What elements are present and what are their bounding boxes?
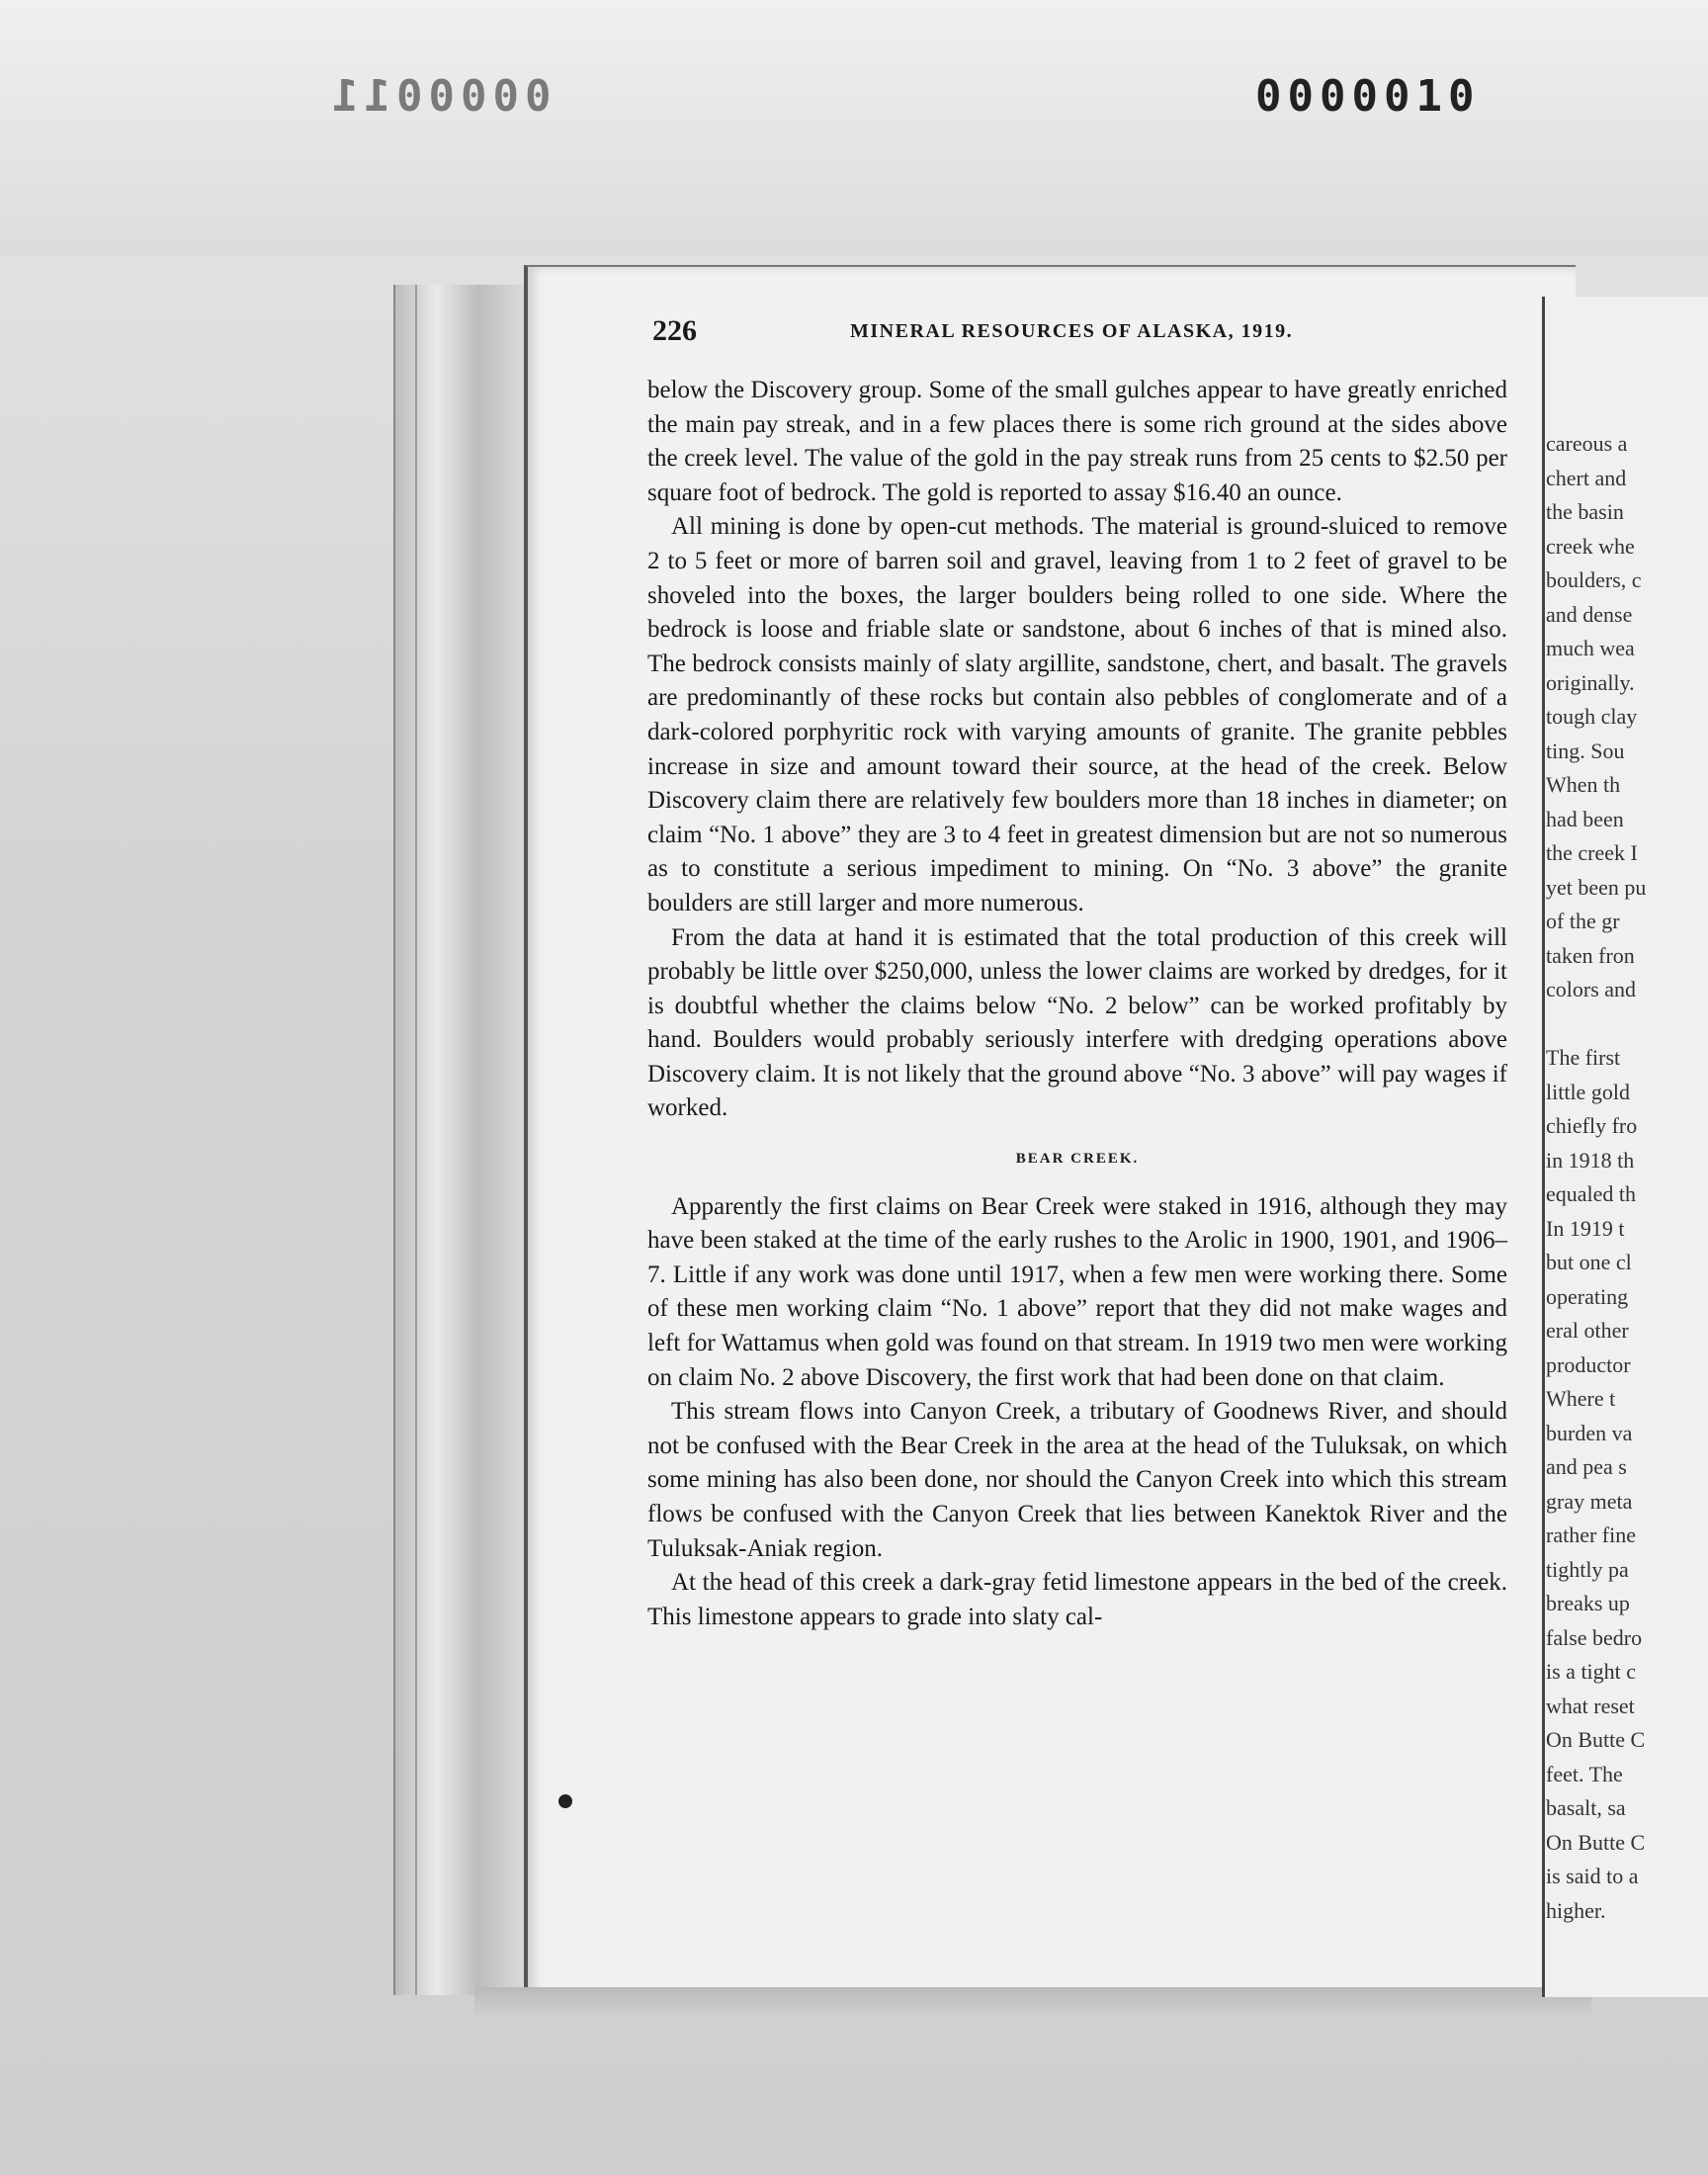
facing-page-line: but one cl (1546, 1250, 1632, 1274)
facing-page-line: and dense (1546, 601, 1633, 627)
facing-page-line: rather fine (1546, 1522, 1636, 1547)
facing-page-line: of the gr (1546, 909, 1620, 933)
paragraph: From the data at hand it is estimated that the total production of this creek will probably be little over $250,000, unless the lower claims are worked by dredges, for it is doubtful whether the claims below “No. 2 below” can be worked profitably by hand. Boulders would probably seriously interfere with dredging operations above Discovery claim. It is not likely that the ground above “No. 3 above” will pay wages if worked. (647, 923, 1507, 1122)
facing-page-line: the creek I (1546, 840, 1638, 865)
facing-page-line: equaled th (1546, 1181, 1637, 1206)
page-stamp: 0000010 (1255, 71, 1481, 122)
facing-page-line: higher. (1546, 1897, 1606, 1923)
facing-page-line: When th (1546, 772, 1621, 797)
facing-page-line: false bedro (1546, 1624, 1643, 1650)
page-header (652, 314, 1512, 354)
paragraph: At the head of this creek a dark-gray fetid limestone appears in the bed of the creek. This limestone appears to grade into slaty cal- (647, 1569, 1507, 1630)
binding-hole (558, 1794, 572, 1808)
facing-page-line: creek whe (1546, 533, 1635, 559)
facing-page-line: tough clay (1546, 704, 1638, 729)
facing-page-line: little gold (1546, 1079, 1630, 1104)
facing-page-line: eral other (1546, 1318, 1629, 1343)
facing-page-line: productor (1546, 1351, 1631, 1377)
paragraph: Apparently the first claims on Bear Creek were staked in 1916, although they may have been staked at the time of the early rushes to the Arolic in 1900, 1901, and 1906–7. Little if any work was done until 1917, when a few men were working there. Some of these men working claim “No. 1 above” report that they did not make wages and left for Wattamus when gold was found on that stream. In 1919 two men were working on claim No. 2 above Discovery, the first work that had been done on that claim. (647, 1192, 1507, 1391)
facing-page-text (1546, 427, 1674, 1928)
page-number: 226 (652, 314, 697, 347)
facing-page-line: On Butte C (1546, 1829, 1646, 1855)
facing-page-line: much wea (1546, 636, 1635, 660)
facing-page-line: taken fron (1546, 942, 1635, 968)
facing-page-line: The first (1546, 1045, 1621, 1070)
mirrored-page-stamp: 0000011 (326, 71, 552, 122)
facing-page-line (1546, 1007, 1674, 1042)
facing-page-line: gray meta (1546, 1488, 1633, 1514)
facing-page-line: chiefly fro (1546, 1113, 1638, 1138)
facing-page-line: originally. (1546, 669, 1635, 695)
book-bottom-edge (474, 1987, 1591, 2017)
facing-page-line: tightly pa (1546, 1556, 1629, 1582)
facing-page-line: and pea s (1546, 1454, 1627, 1479)
facing-page-line: colors and (1546, 977, 1637, 1001)
facing-page-line: breaks up (1546, 1591, 1630, 1615)
page-body (647, 374, 1507, 1634)
running-head: MINERAL RESOURCES OF ALASKA, 1919. (850, 320, 1294, 342)
facing-page-line: operating (1546, 1283, 1629, 1309)
facing-page-line: boulders, c (1546, 567, 1642, 592)
facing-page-line: In 1919 t (1546, 1215, 1625, 1241)
book-page-edges (393, 285, 534, 1995)
paragraph: below the Discovery group. Some of the small gulches appear to have greatly enriched the main pay streak, and in a few places there is some rich ground at the sides above the creek level. The value of the gold in the pay streak runs from 25 cents to $2.50 per square foot of bedrock. The gold is reported to assay $16.40 an ounce. (647, 377, 1507, 506)
paragraph: All mining is done by open-cut methods. The material is ground-sluiced to remove 2 to 5 feet or more of barren soil and gravel, leaving from 1 to 2 feet of gravel to be shoveled into the boxes, the larger boulders being rolled to one side. Where the bedrock is loose and friable slate or sandstone, about 6 inches of that is mined also. The bedrock consists mainly of slaty argillite, sandstone, chert, and basalt. The gravels are predominantly of these rocks but contain also pebbles of conglomerate and of a dark-colored porphyritic rock with varying amounts of granite. The granite pebbles increase in size and amount toward their source, at the head of the creek. Below Discovery claim there are relatively few boulders more than 18 inches in diameter; on claim “No. 1 above” they are 3 to 4 feet in greatest dimension but are not so numerous as to constitute a serious impediment to mining. On “No. 3 above” the granite boulders are still larger and more numerous. (647, 513, 1507, 916)
facing-page-line: had been (1546, 806, 1624, 831)
facing-page-line: careous a (1546, 431, 1628, 456)
facing-page-line: feet. The (1546, 1761, 1623, 1786)
facing-page-line: is a tight c (1546, 1659, 1637, 1684)
section-heading: BEAR CREEK. (1015, 1151, 1140, 1168)
facing-page-line: ting. Sou (1546, 738, 1625, 763)
facing-page-line: what reset (1546, 1693, 1635, 1718)
facing-page-line: basalt, sa (1546, 1795, 1626, 1820)
scan-top-shadow (0, 0, 1708, 257)
paragraph: This stream flows into Canyon Creek, a tributary of Goodnews River, and should not be confused with the Bear Creek in the area at the head of the Tuluksak, on which some mining has also been done, nor should the Canyon Creek into which this stream flows be confused with the Canyon Creek that lies between Kanektok River and the Tuluksak-Aniak region. (647, 1398, 1507, 1562)
facing-page-line: yet been pu (1546, 874, 1647, 900)
facing-page-line: in 1918 th (1546, 1147, 1635, 1173)
facing-page-line: burden va (1546, 1420, 1633, 1445)
facing-page-line: On Butte C (1546, 1727, 1646, 1752)
facing-page-line: the basin (1546, 499, 1624, 524)
facing-page-line: is said to a (1546, 1864, 1639, 1888)
facing-page-line: chert and (1546, 465, 1627, 490)
facing-page-line: Where t (1546, 1386, 1616, 1411)
